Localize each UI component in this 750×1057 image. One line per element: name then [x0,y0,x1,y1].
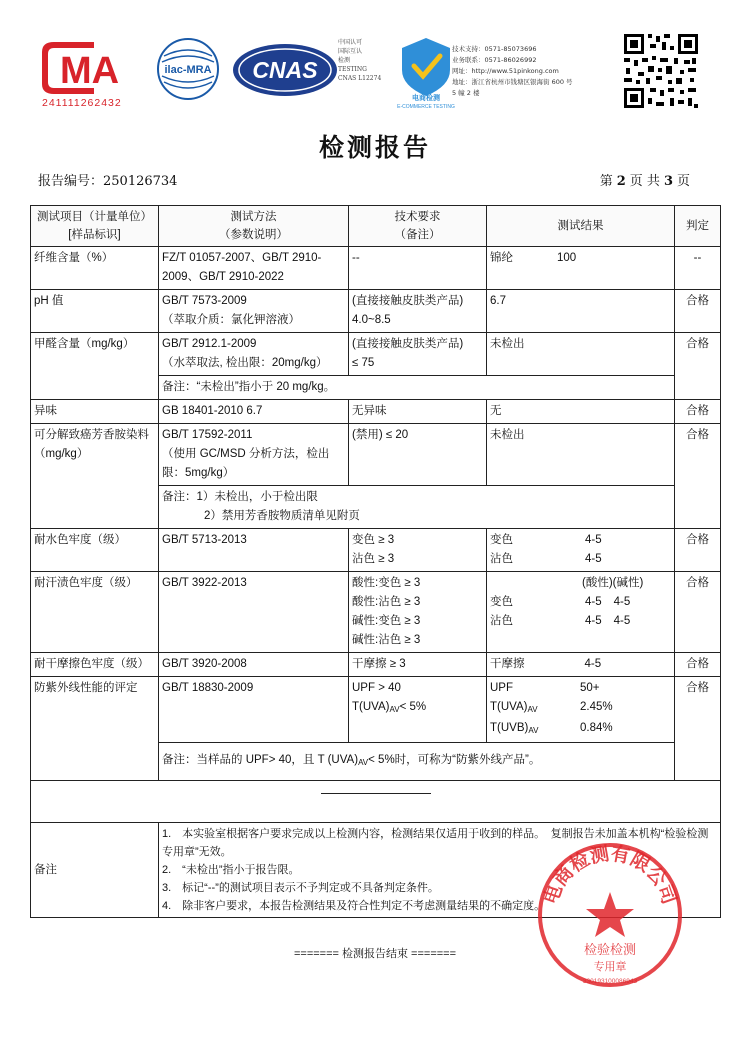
requirement-cell: (禁用) ≤ 20 [349,424,487,486]
judgement-cell: 合格 [675,677,721,781]
requirement-cell: (直接接触皮肤类产品) ≤ 75 [349,333,487,376]
method-cell: GB/T 7573-2009 （萃取介质：氯化钾溶液） [159,290,349,333]
result-cell: UPF 50+ $T(UVA)_{AV}$ 2.45% $T(UVB)_{AV}$ 0.84% [487,677,675,743]
table-row [31,572,721,653]
judgement-cell: 合格 [675,572,721,653]
report-end-marker: ======= 检测报告结束 ======= [293,948,457,960]
table-row [31,247,721,290]
ma-text: MA [60,50,120,92]
note-cell: 备注：1）未检出，小于检出限 2）禁用芳香胺物质清单见附页 [159,486,675,529]
requirement-cell: 无异味 [349,400,487,424]
remarks-label: 备注 [31,823,159,918]
qr-code [622,32,700,110]
judgement-cell: 合格 [675,333,721,400]
separator-row [31,781,721,823]
table-row [31,424,721,486]
table-row [31,400,721,424]
ilac-mra-logo [150,36,226,102]
item-cell: 耐干摩擦色牢度（级） [31,653,159,677]
cma-logo [38,38,142,108]
svg-text:电商检测有限公司: 电商检测有限公司 [539,842,681,908]
judgement-cell: 合格 [675,653,721,677]
item-cell: 耐汗渍色牢度（级） [31,572,159,653]
item-cell: 耐水色牢度（级） [31,529,159,572]
method-cell: GB/T 2912.1-2009 （水萃取法, 检出限：20mg/kg） [159,333,349,376]
requirement-cell: -- [349,247,487,290]
requirement-cell: 酸性:变色 ≥ 3 酸性:沾色 ≥ 3 碱性:变色 ≥ 3 碱性:沾色 ≥ 3 [349,572,487,653]
result-cell: 6.7 [487,290,675,333]
method-cell: GB/T 3920-2008 [159,653,349,677]
requirement-cell: UPF > 40 $T(UVA)_{AV}< 5\%$ [349,677,487,743]
remarks-content: 1. 本实验室根据客户要求完成以上检测内容，检测结果仅适用于收到的样品。 复制报告未加盖本机构“检验检测专用章”无效。 2. “未检出”指小于报告限。 3. 标记“--”的测试项目表示不予判定或不具备判定条件。 4. 除非客户要求，本报告检测结果及符合性判定不考虑测量结果的不确定度。 [159,823,721,918]
method-cell: GB/T 5713-2013 [159,529,349,572]
report-number-value: 250126734 [103,174,178,189]
result-cell: 干摩擦 4-5 [487,653,675,677]
cnas-accreditation-text: 中国认可 国际互认 检测 TESTING CNAS L12274 [338,39,382,82]
note-cell: 备注：“未检出”指小于 20 mg/kg。 [159,376,675,400]
ilac-text: ilac-MRA [164,64,212,76]
item-cell: pH 值 [31,290,159,333]
ec-title: 电商检测 [412,94,440,102]
table-row [31,290,721,333]
header-requirement: 技术要求 （备注） [349,206,487,247]
result-cell: 变色 4-5 沾色 4-5 [487,529,675,572]
method-cell: GB/T 18830-2009 [159,677,349,743]
cnas-logo [230,40,340,100]
ec-sub: E-COMMERCE TESTING [397,104,455,110]
result-cell: 未检出 [487,424,675,486]
method-cell: FZ/T 01057-2007、GB/T 2910-2009、GB/T 2910-2022 [159,247,349,290]
header-method: 测试方法 （参数说明） [159,206,349,247]
judgement-cell: -- [675,247,721,290]
result-cell: 无 [487,400,675,424]
svg-text:专用章: 专用章 [593,960,627,973]
report-title: 检测报告 [318,133,431,162]
header-result: 测试结果 [487,206,675,247]
report-number-label: 报告编号： [38,174,104,189]
item-cell: 可分解致癌芳香胺染料（mg/kg） [31,424,159,529]
svg-text:检验检测: 检验检测 [583,943,637,958]
judgement-cell: 合格 [675,290,721,333]
item-cell: 纤维含量（%） [31,247,159,290]
result-cell: (酸性)(碱性) 变色 4-5 4-5 沾色 4-5 4-5 [487,572,675,653]
item-cell: 防紫外线性能的评定 [31,677,159,781]
table-header-row [31,206,721,247]
item-cell: 甲醛含量（mg/kg） [31,333,159,400]
result-cell: 锦纶 100 [487,247,675,290]
header-judgement: 判定 [675,206,721,247]
table-row [31,677,721,743]
header-item: 测试项目（计量单位） [样品标识] [31,206,159,247]
table-row [31,653,721,677]
judgement-cell: 合格 [675,529,721,572]
report-number [38,170,177,189]
requirement-cell: 变色 ≥ 3 沾色 ≥ 3 [349,529,487,572]
table-row [31,529,721,572]
svg-text:330193100086943: 330193100086943 [582,978,638,985]
cnas-text: CNAS [252,57,318,83]
requirement-cell: (直接接触皮肤类产品) 4.0~8.5 [349,290,487,333]
result-cell: 未检出 [487,333,675,376]
table-row [31,333,721,376]
method-cell: GB/T 3922-2013 [159,572,349,653]
judgement-cell: 合格 [675,400,721,424]
report-header [30,28,720,118]
method-cell: GB/T 17592-2011 （使用 GC/MSD 分析方法，检出限：5mg/kg） [159,424,349,486]
separator-cell [31,781,721,823]
test-results-table [30,205,721,918]
requirement-cell: 干摩擦 ≥ 3 [349,653,487,677]
item-cell: 异味 [31,400,159,424]
divider [321,793,431,794]
note-cell: 备注：当样品的 UPF> 40，且 T $(UVA)_{AV}< 5\%$时，可称为“防紫外线产品”。 [159,743,675,781]
remarks-row [31,823,721,918]
judgement-cell: 合格 [675,424,721,529]
ma-number: 241111262432 [42,97,122,108]
contact-info: 技术支持：0571-85073696 业务联系：0571-86026992 网址：http://www.51pinkong.com 地址：浙江省杭州市钱塘区银海街 600 号 5 幢 2 楼 [452,45,573,97]
method-cell: GB 18401-2010 6.7 [159,400,349,424]
page-indicator: 第 2 页 共 3 页 [599,174,690,189]
